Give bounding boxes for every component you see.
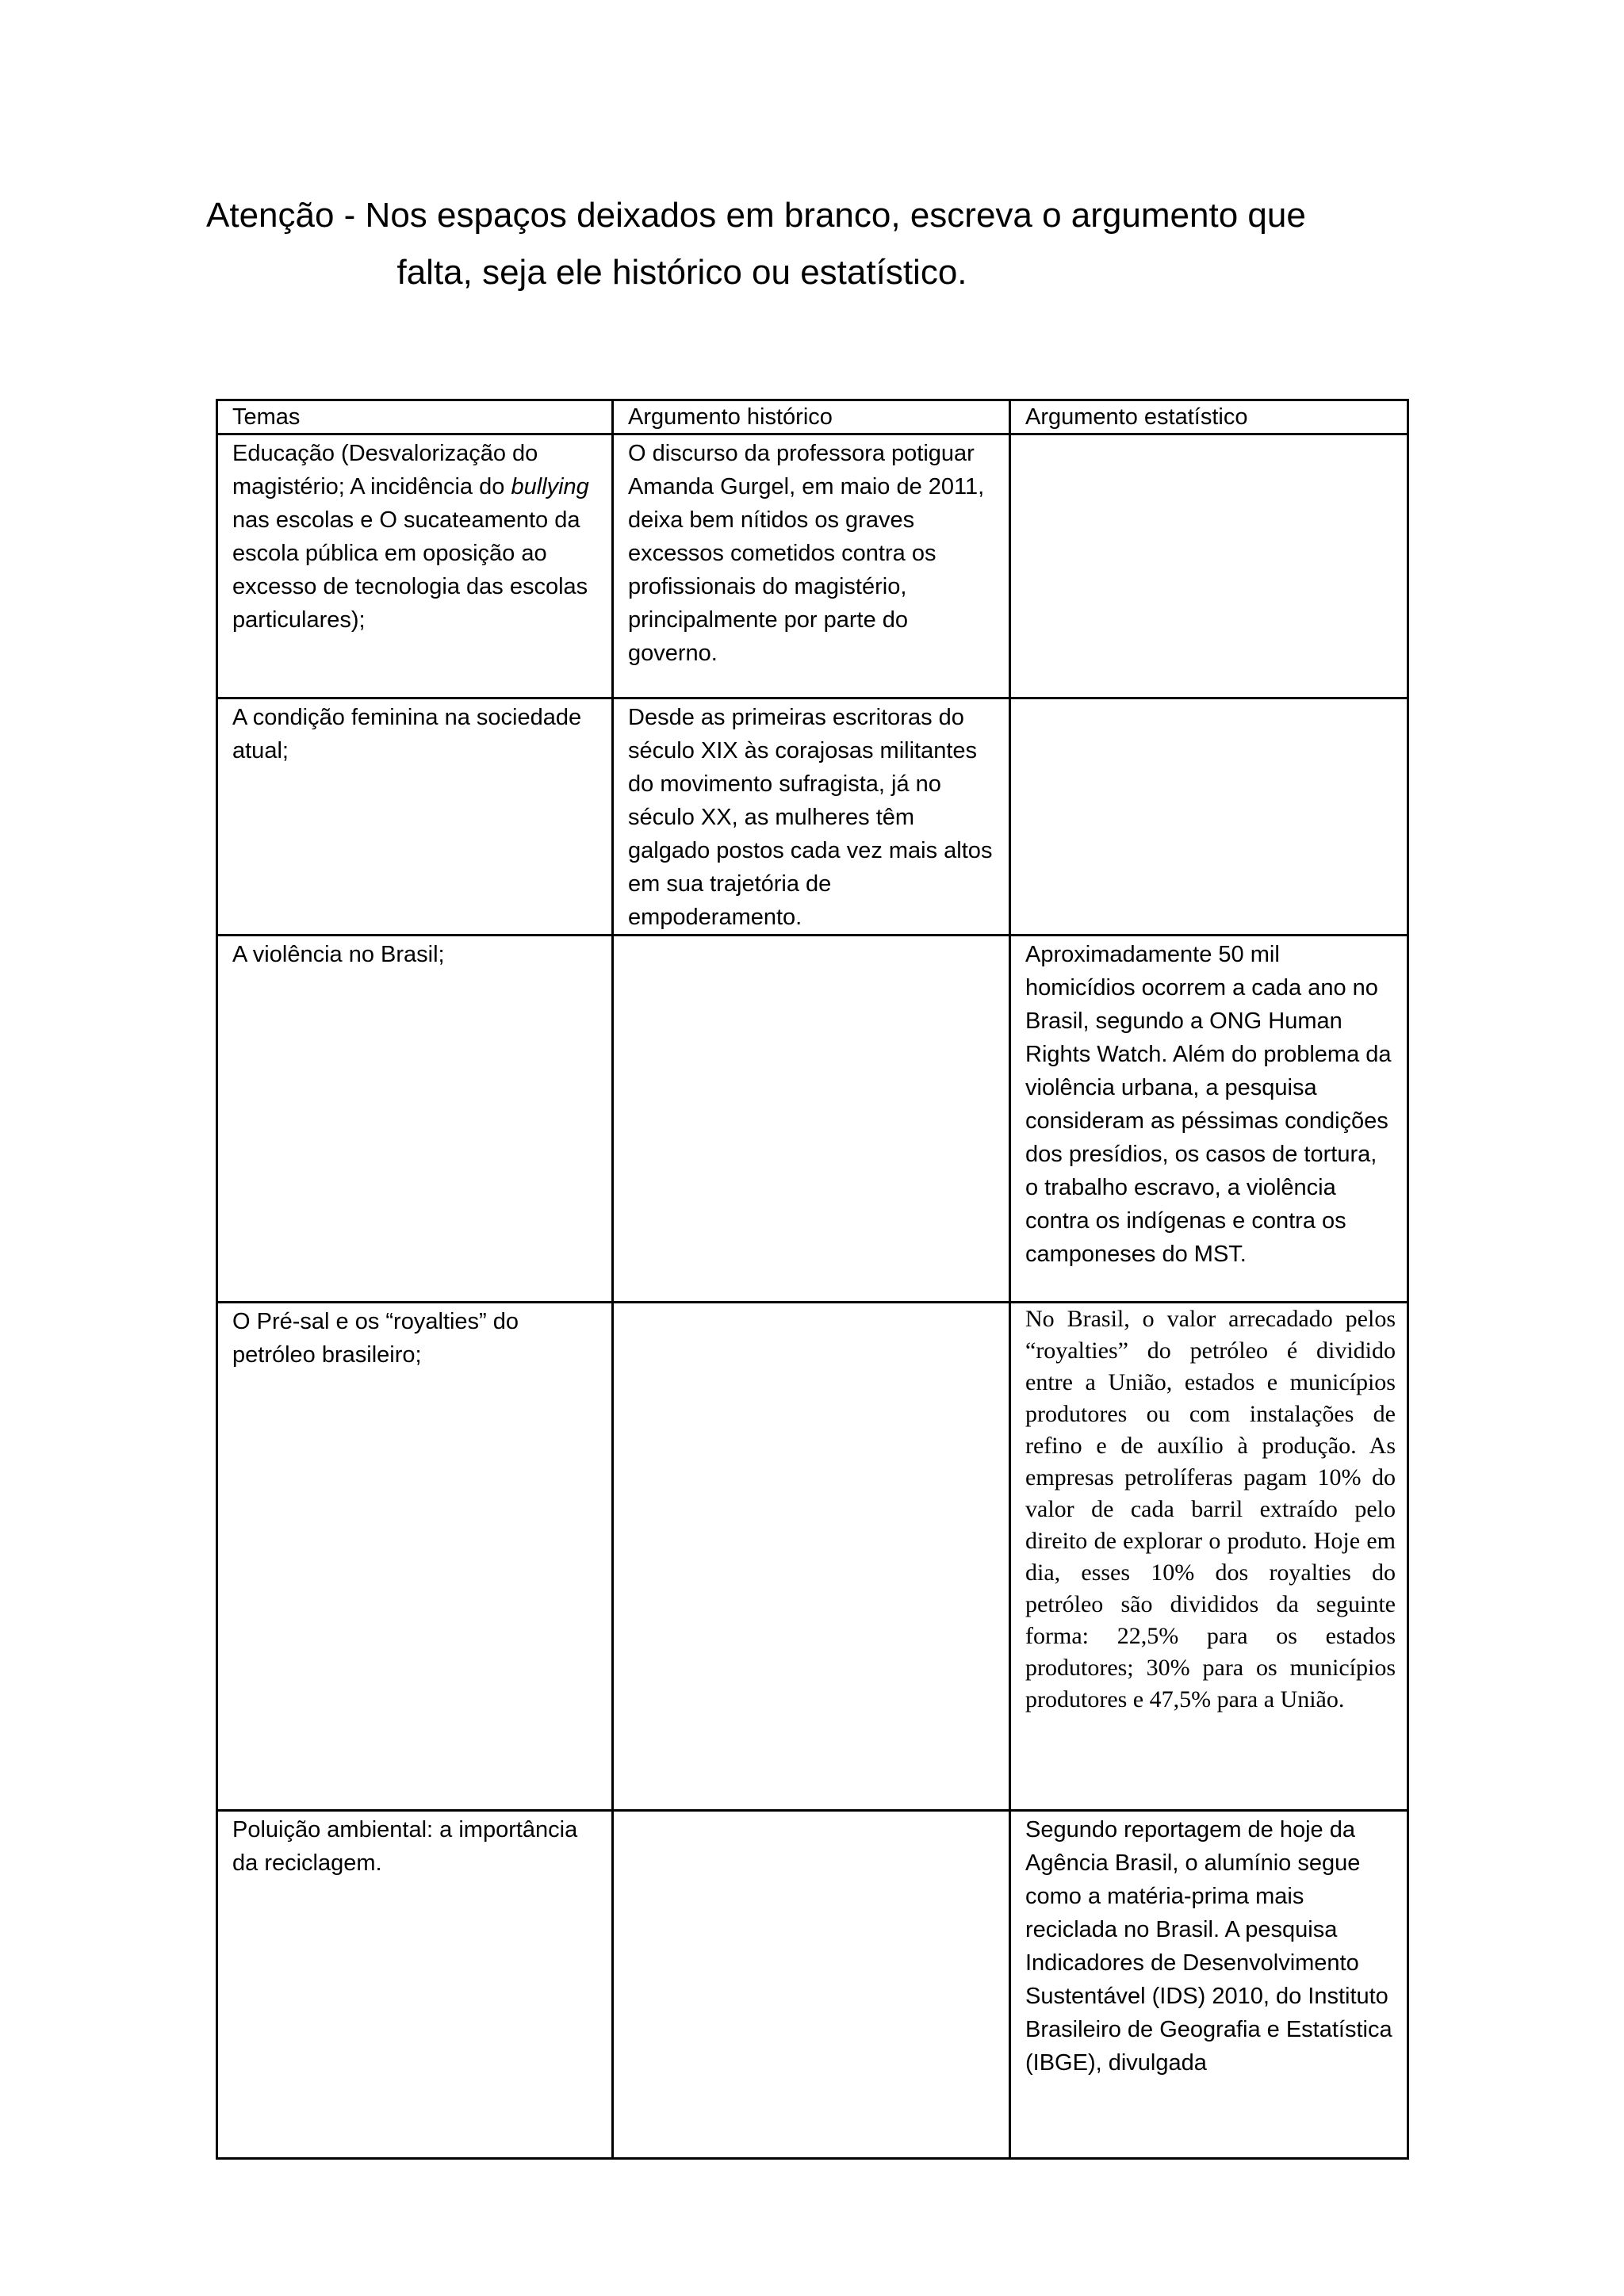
table-header-row [217,400,1408,434]
table-row [217,936,1408,1303]
header-argumento-estatistico: Argumento estatístico [1010,400,1408,434]
instructions-line-2: falta, seja ele histórico ou estatístico. [396,253,967,292]
tema-cell: A condição feminina na sociedade atual; [217,698,613,936]
header-argumento-historico: Argumento histórico [613,400,1010,434]
estatistico-cell-blank[interactable] [1010,434,1408,698]
tema-text: Educação (Desvalorização do magistério; A incidência do [232,441,538,499]
historico-cell-blank[interactable] [613,1811,1010,2159]
table-row [217,1811,1408,2159]
table-row [217,434,1408,698]
header-temas: Temas [217,400,613,434]
instructions-line-1: Atenção - Nos espaços deixados em branco, escreva o argumento que [206,196,1306,235]
table-row [217,1303,1408,1811]
estatistico-cell: No Brasil, o valor arrecadado pelos “royalties” do petróleo é dividido entre a União, estados e municípios produtores ou com instalações de refino e de auxílio à produção. As empresas petrolíferas pagam 10% do valor de cada barril extraído pelo direito de explorar o produto. Hoje em dia, esses 10% dos royalties do petróleo são divididos da seguinte forma: 22,5% para os estados produtores; 30% para os municípios produtores e 47,5% para a União. [1010,1303,1408,1811]
estatistico-cell: Aproximadamente 50 mil homicídios ocorrem a cada ano no Brasil, segundo a ONG Human Rights Watch. Além do problema da violência urbana, a pesquisa consideram as péssimas condições dos presídios, os casos de tortura, o trabalho escravo, a violência contra os indígenas e contra os camponeses do MST. [1010,936,1408,1303]
tema-cell: A violência no Brasil; [217,936,613,1303]
table-row [217,698,1408,936]
estatistico-cell: Segundo reportagem de hoje da Agência Brasil, o alumínio segue como a matéria-prima mais reciclada no Brasil. A pesquisa Indicadores de Desenvolvimento Sustentável (IDS) 2010, do Instituto Brasileiro de Geografia e Estatística (IBGE), divulgada [1010,1811,1408,2159]
historico-cell-blank[interactable] [613,1303,1010,1811]
tema-cell [217,434,613,698]
historico-cell-blank[interactable] [613,936,1010,1303]
tema-cell: Poluição ambiental: a importância da reciclagem. [217,1811,613,2159]
historico-cell: Desde as primeiras escritoras do século XIX às corajosas militantes do movimento sufragista, já no século XX, as mulheres têm galgado postos cada vez mais altos em sua trajetória de empoderamento. [613,698,1010,936]
tema-cell: O Pré-sal e os “royalties” do petróleo brasileiro; [217,1303,613,1811]
tema-text-continued: nas escolas e O sucateamento da escola pública em oposição ao excesso de tecnologia das escolas particulares); [232,507,588,633]
instructions-heading [206,187,1306,301]
tema-italic-term: bullying [511,474,589,499]
arguments-table [216,399,1409,2160]
historico-cell: O discurso da professora potiguar Amanda Gurgel, em maio de 2011, deixa bem nítidos os graves excessos cometidos contra os profissionais do magistério, principalmente por parte do governo. [613,434,1010,698]
estatistico-cell-blank[interactable] [1010,698,1408,936]
